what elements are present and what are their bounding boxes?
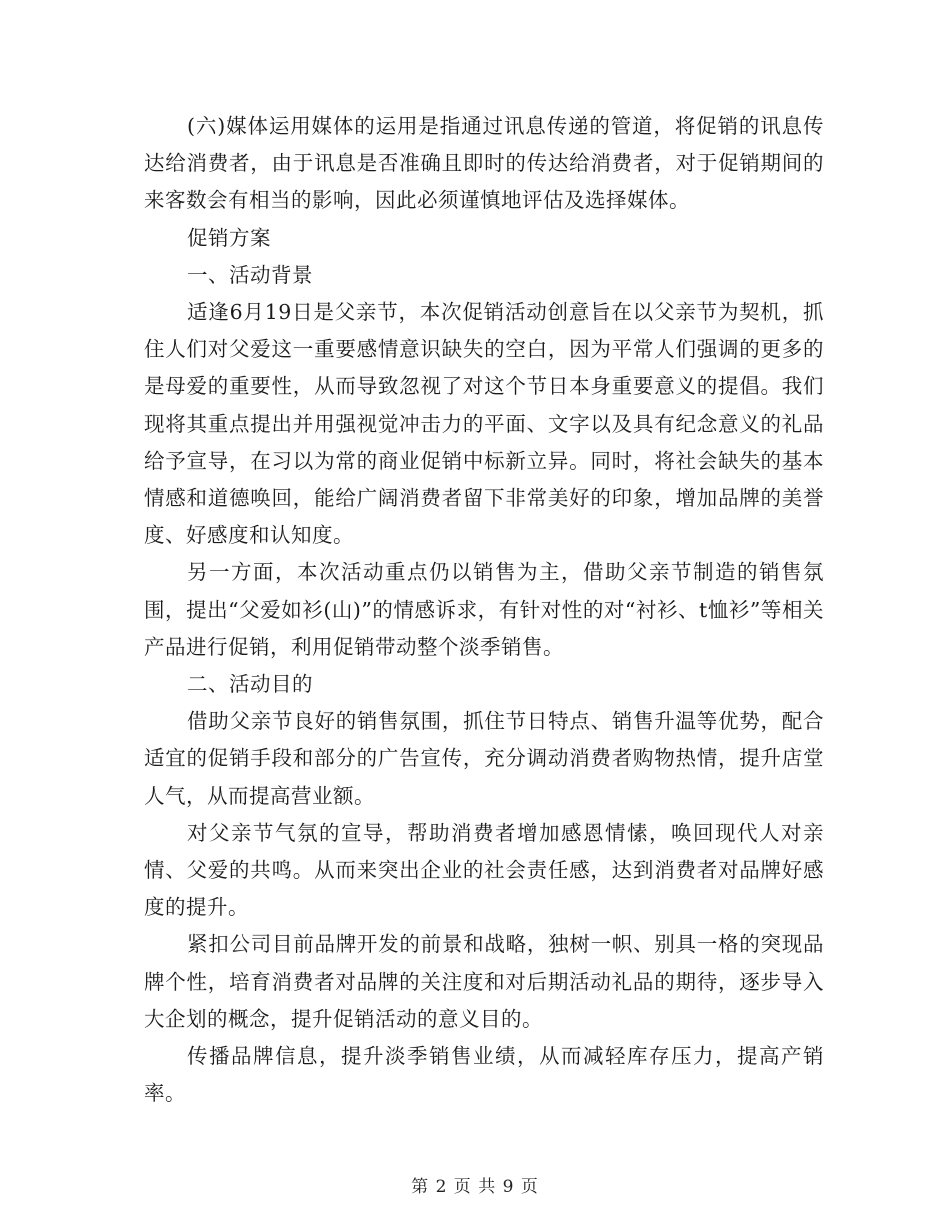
page-number-label: 第 2 页 共 9 页 (411, 1177, 539, 1197)
heading-promotion-plan: 促销方案 (187, 225, 271, 250)
paragraph-purpose-brand: 紧扣公司目前品牌开发的前景和战略，独树一帜、别具一格的突现品牌个性，培育消费者对品牌的关注度和对后期活动礼品的期待，逐步导入大企划的概念，提升促销活动的意义目的。 (144, 932, 824, 1031)
page-footer (0, 1176, 950, 1198)
document-body (144, 108, 824, 1112)
heading-activity-purpose: 二、活动目的 (187, 672, 313, 697)
heading-activity-background: 一、活动背景 (187, 262, 313, 287)
paragraph-background: 适逢6月19日是父亲节，本次促销活动创意旨在以父亲节为契机，抓住人们对父爱这一重要感情意识缺失的空白，因为平常人们强调的更多的是母爱的重要性，从而导致忽视了对这个节日本身重要意义的提倡。我们现将其重点提出并用强视觉冲击力的平面、文字以及具有纪念意义的礼品给予宣导，在习以为常的商业促销中标新立异。同时，将社会缺失的基本情感和道德唤回，能给广阔消费者留下非常美好的印象，增加品牌的美誉度、好感度和认知度。 (144, 300, 824, 548)
paragraph-purpose-inventory: 传播品牌信息，提升淡季销售业绩，从而减轻库存压力，提高产销率。 (144, 1044, 824, 1106)
paragraph-media-usage: (六)媒体运用媒体的运用是指通过讯息传递的管道，将促销的讯息传达给消费者，由于讯息是否准确且即时的传达给消费者，对于促销期间的来客数会有相当的影响，因此必须谨慎地评估及选择媒体。 (144, 114, 824, 213)
paragraph-purpose-gratitude: 对父亲节气氛的宣导，帮助消费者增加感恩情愫，唤回现代人对亲情、父爱的共鸣。从而来突出企业的社会责任感，达到消费者对品牌好感度的提升。 (144, 820, 824, 920)
paragraph-purpose-sales: 借助父亲节良好的销售氛围，抓住节日特点、销售升温等优势，配合适宜的促销手段和部分的广告宣传，充分调动消费者购物热情，提升店堂人气，从而提高营业额。 (144, 709, 824, 808)
paragraph-sales-focus: 另一方面，本次活动重点仍以销售为主，借助父亲节制造的销售氛围，提出“父爱如衫(山)”的情感诉求，有针对性的对“衬衫、t恤衫”等相关产品进行促销，利用促销带动整个淡季销售。 (144, 560, 824, 659)
